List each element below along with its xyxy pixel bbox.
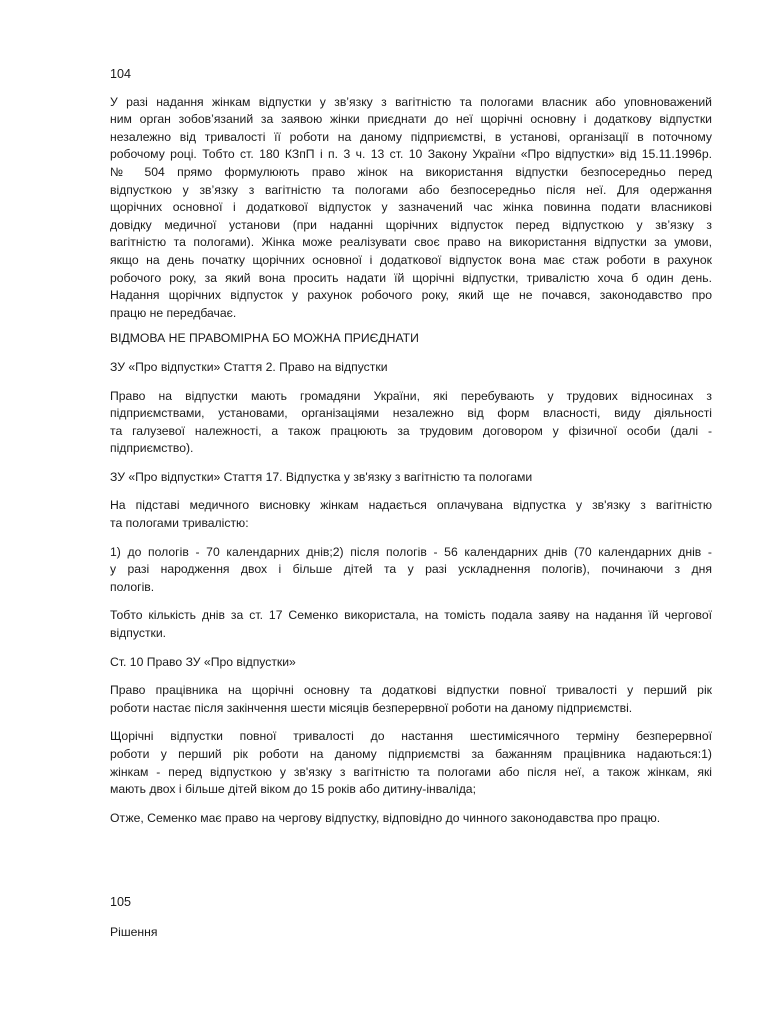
intro-line-6: відпусткою у зв’язку з вагітністю та пологами або безпосередньо після неї. Для одержання	[110, 182, 712, 197]
intro-line-10: якщо на день початку щорічних основної і додаткової відпусток вона має стаж роботи в рахунок	[110, 252, 712, 267]
intro-line-7: щорічних основної і додаткової відпусток у зазначений час жінка повинна подати власникові	[110, 200, 712, 215]
law-article-10-p2-line-4: мають двох і більше дітей віком до 15 років або дитину-інваліда;	[110, 782, 476, 797]
law-article-17-intro-line-2: та пологами тривалістю:	[110, 516, 249, 531]
conclusion-line-1: Отже, Семенко має право на чергову відпустку, відповідно до чинного законодавства про працю.	[110, 810, 661, 825]
law-article-10-p2-line-2: роботи у перший рік роботи на даному підприємстві за бажанням працівника надаються:1)	[110, 747, 712, 761]
intro-line-1: У разі надання жінкам відпустки у зв’язку з вагітністю та пологами власник або уповноважений	[110, 94, 712, 109]
law-article-2-text	[110, 388, 712, 458]
law-article-2-line-2: підприємствами, установами, організаціями незалежно від форм власності, виду діяльності	[110, 406, 712, 421]
law-article-17-intro-line-1: На підставі медичного висновку жінкам надається оплачувана відпустка у зв'язку з вагітністю	[110, 498, 712, 513]
intro-line-8: довідку медичної установи (при наданні щорічних відпусток перед відпусткою у зв’язку з	[110, 217, 712, 232]
intro-line-9: вагітністю та пологами). Жінка може реалізувати своє право на використання відпустки за умови,	[110, 235, 712, 250]
semenko-used-line-1: Тобто кількість днів за ст. 17 Семенко використала, на томість подала заяву на надання їй чергової	[110, 608, 712, 623]
law-article-2-line-1: Право на відпустки мають громадяни України, які перебувають у трудових відносинах з	[110, 388, 712, 403]
law-article-10-p2-line-1: Щорічні відпустки повної тривалості до настання шестимісячного терміну безперервної	[110, 729, 712, 744]
semenko-used-line-2: відпустки.	[110, 626, 167, 641]
intro-line-13: працю не передбачає.	[110, 305, 237, 320]
intro-line-3: незалежно від тривалості її роботи на даному підприємстві, в установі, організації в поточному	[110, 129, 712, 144]
intro-line-12: Надання щорічних відпусток у рахунок робочого року, який ще не почався, законодавство про	[110, 288, 712, 303]
law-article-17-intro	[110, 497, 712, 532]
page-gap	[110, 838, 712, 894]
law-article-17-items-line-3: пологів.	[110, 579, 155, 594]
law-article-2-title: ЗУ «Про відпустки» Стаття 2. Право на відпустки	[110, 359, 388, 374]
intro-line-11: робочого року, за який вона просить надати їй щорічні відпустки, тривалістю хоча б один день.	[110, 270, 712, 285]
law-article-17-items-line-1: 1) до пологів - 70 календарних днів;2) після пологів - 56 календарних днів (70 календарних днів -	[110, 544, 712, 559]
law-article-2-line-4: підприємство).	[110, 441, 194, 456]
intro-paragraph	[110, 94, 712, 323]
page-number-bottom: 105	[110, 895, 132, 910]
law-article-17-title: ЗУ «Про відпустки» Стаття 17. Відпустка у зв'язку з вагітністю та пологами	[110, 469, 533, 484]
document-page	[110, 66, 712, 942]
law-article-10-p1-line-1: Право працівника на щорічні основну та додаткові відпустки повної тривалості у перший рік	[110, 683, 712, 698]
conclusion-paragraph	[110, 810, 712, 828]
law-article-10-paragraph-2	[110, 728, 712, 798]
intro-line-2: ним орган зобов’язаний за заявою жінки приєднати до неї щорічні основну і додаткову відпустки	[110, 112, 712, 127]
law-article-2-line-3: та галузевої належності, а також працюють за трудовим договором у фізичної особи (далі -	[110, 423, 712, 438]
semenko-used-paragraph	[110, 607, 712, 642]
law-article-10-p1-line-2: роботи настає після закінчення шести місяців безперервної роботи на даному підприємстві.	[110, 700, 633, 715]
intro-line-5: № 504 прямо формулюють право жінок на використання відпустки безпосередньо перед	[110, 164, 712, 179]
law-article-10-p2-line-3: жінкам - перед відпусткою у зв'язку з вагітністю та пологами або після неї, а також жінкам, які	[110, 764, 712, 779]
law-article-17-items-line-2: у разі народження двох і більше дітей та у разі ускладнення пологів), починаючи з дня	[110, 562, 712, 577]
law-article-17-items	[110, 544, 712, 597]
page-number-top: 104	[110, 67, 132, 81]
law-article-10-paragraph-1	[110, 682, 712, 717]
section-label-decision: Рішення	[110, 924, 158, 939]
refusal-heading: ВІДМОВА НЕ ПРАВОМІРНА БО МОЖНА ПРИЄДНАТИ	[110, 331, 419, 346]
law-article-10-title: Ст. 10 Право ЗУ «Про відпустки»	[110, 654, 296, 669]
intro-line-4: робочому році. Тобто ст. 180 КЗпП і п. 3 ч. 13 ст. 10 Закону України «Про відпустки» від 15.11.1996р.	[110, 147, 712, 162]
